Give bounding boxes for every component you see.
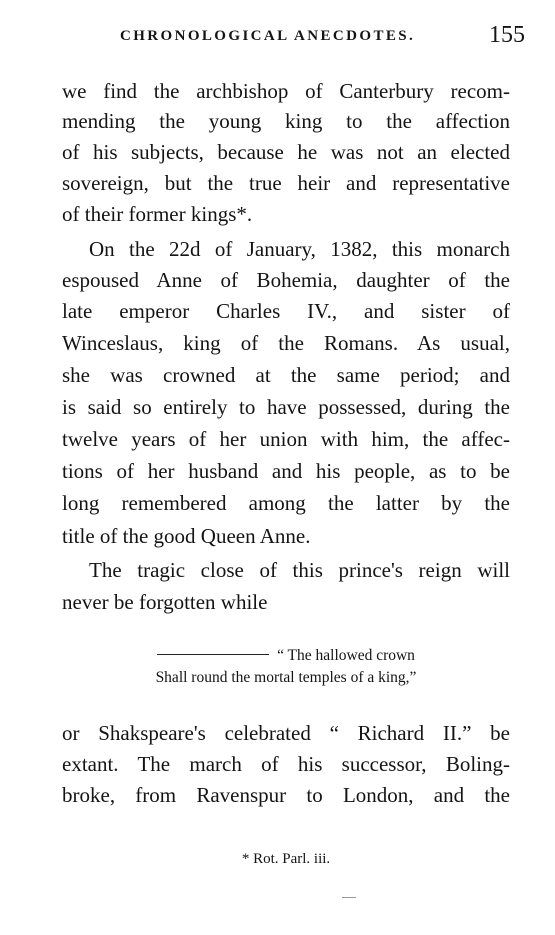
text-line: The tragic close of this prince's reign will <box>89 558 510 582</box>
text-line: late emperor Charles IV., and sister of <box>62 299 510 323</box>
running-head <box>120 22 525 50</box>
quote-line: Shall round the mortal temples of a king,” <box>155 669 417 686</box>
text-line: tions of her husband and his people, as to be <box>62 459 510 483</box>
page-speck <box>342 897 356 898</box>
text-line: On the 22d of January, 1382, this monarch <box>89 237 510 261</box>
text-line: is said so entirely to have possessed, during the <box>62 395 510 419</box>
text-line: extant. The march of his successor, Boling- <box>62 752 510 776</box>
text-line: of his subjects, because he was not an elected <box>62 140 510 164</box>
text-line: title of the good Queen Anne. <box>62 524 311 548</box>
text-line: never be forgotten while <box>62 590 268 614</box>
text-line: long remembered among the latter by the <box>62 491 510 515</box>
quote-dash-rule <box>157 654 269 655</box>
text-line: we find the archbishop of Canterbury recom- <box>62 79 510 103</box>
text-line: espoused Anne of Bohemia, daughter of the <box>62 268 510 292</box>
text-line: mending the young king to the affection <box>62 109 510 133</box>
running-title: CHRONOLOGICAL ANECDOTES. <box>120 28 416 44</box>
quote-text: “ The hallowed crown <box>277 647 415 664</box>
page-number: 155 <box>489 22 525 48</box>
quote-line <box>62 645 510 667</box>
text-line: or Shakspeare's celebrated “ Richard II.” be <box>62 721 510 745</box>
footnote: * Rot. Parl. iii. <box>241 851 331 867</box>
text-line: she was crowned at the same period; and <box>62 363 510 387</box>
text-line: sovereign, but the true heir and representative <box>62 171 510 195</box>
text-line: broke, from Ravenspur to London, and the <box>62 783 510 807</box>
text-line: twelve years of her union with him, the affec- <box>62 427 510 451</box>
text-line: of their former kings*. <box>62 202 253 226</box>
text-line: Winceslaus, king of the Romans. As usual, <box>62 331 510 355</box>
block-quote <box>62 645 510 689</box>
